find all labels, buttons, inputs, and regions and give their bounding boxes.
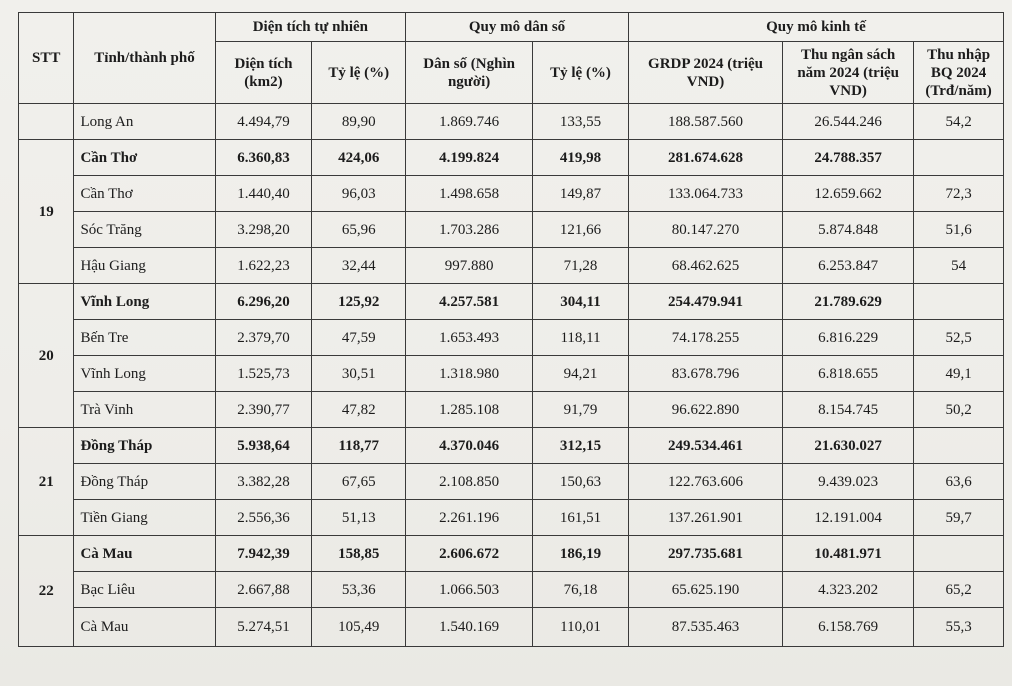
grdp-cell: 297.735.681: [628, 536, 782, 572]
budget-cell: 9.439.023: [783, 464, 914, 500]
grdp-cell: 249.534.461: [628, 428, 782, 464]
province-name: Bạc Liêu: [74, 572, 215, 608]
table-row: [19, 320, 1004, 356]
table-row-province: [19, 284, 1004, 320]
province-name: Tiền Giang: [74, 500, 215, 536]
province-name: Cà Mau: [74, 536, 215, 572]
header-budget: Thu ngân sách năm 2024 (triệu VND): [783, 42, 914, 104]
income-cell: 49,1: [914, 356, 1004, 392]
income-cell: [914, 140, 1004, 176]
table-row: [19, 212, 1004, 248]
budget-cell: 8.154.745: [783, 392, 914, 428]
population-cell: 997.880: [406, 248, 533, 284]
province-name: Đồng Tháp: [74, 428, 215, 464]
table-row: [19, 392, 1004, 428]
province-name: Đồng Tháp: [74, 464, 215, 500]
table-row: [19, 248, 1004, 284]
population-cell: 4.257.581: [406, 284, 533, 320]
grdp-cell: 254.479.941: [628, 284, 782, 320]
budget-cell: 6.158.769: [783, 608, 914, 647]
table-row: [19, 104, 1004, 140]
header-group-economy: Quy mô kinh tế: [628, 13, 1003, 42]
income-cell: 54,2: [914, 104, 1004, 140]
grdp-cell: 137.261.901: [628, 500, 782, 536]
area-ratio-cell: 47,59: [312, 320, 406, 356]
header-stt: STT: [19, 13, 74, 104]
population-cell: 1.869.746: [406, 104, 533, 140]
area-ratio-cell: 96,03: [312, 176, 406, 212]
area-cell: 6.296,20: [215, 284, 312, 320]
population-ratio-cell: 304,11: [533, 284, 629, 320]
budget-cell: 21.789.629: [783, 284, 914, 320]
stt-cell: 20: [19, 284, 74, 428]
population-cell: 1.498.658: [406, 176, 533, 212]
grdp-cell: 87.535.463: [628, 608, 782, 647]
stt-cell: [19, 104, 74, 140]
income-cell: 52,5: [914, 320, 1004, 356]
header-grdp: GRDP 2024 (triệu VND): [628, 42, 782, 104]
table-row: [19, 356, 1004, 392]
province-name: Hậu Giang: [74, 248, 215, 284]
grdp-cell: 74.178.255: [628, 320, 782, 356]
population-cell: 2.108.850: [406, 464, 533, 500]
area-cell: 2.390,77: [215, 392, 312, 428]
area-cell: 6.360,83: [215, 140, 312, 176]
area-cell: 5.938,64: [215, 428, 312, 464]
province-statistics-table: [18, 12, 1004, 647]
province-name: Long An: [74, 104, 215, 140]
table-row-province: [19, 140, 1004, 176]
area-cell: 1.525,73: [215, 356, 312, 392]
area-cell: 5.274,51: [215, 608, 312, 647]
population-ratio-cell: 419,98: [533, 140, 629, 176]
area-ratio-cell: 105,49: [312, 608, 406, 647]
income-cell: 50,2: [914, 392, 1004, 428]
budget-cell: 4.323.202: [783, 572, 914, 608]
province-name: Cần Thơ: [74, 176, 215, 212]
province-name: Cà Mau: [74, 608, 215, 647]
header-population-ratio: Tỷ lệ (%): [533, 42, 629, 104]
area-ratio-cell: 32,44: [312, 248, 406, 284]
province-name: Sóc Trăng: [74, 212, 215, 248]
income-cell: 63,6: [914, 464, 1004, 500]
area-ratio-cell: 424,06: [312, 140, 406, 176]
population-ratio-cell: 118,11: [533, 320, 629, 356]
budget-cell: 12.659.662: [783, 176, 914, 212]
grdp-cell: 281.674.628: [628, 140, 782, 176]
area-ratio-cell: 47,82: [312, 392, 406, 428]
budget-cell: 24.788.357: [783, 140, 914, 176]
stt-cell: 21: [19, 428, 74, 536]
population-cell: 1.540.169: [406, 608, 533, 647]
province-name: Trà Vinh: [74, 392, 215, 428]
grdp-cell: 133.064.733: [628, 176, 782, 212]
budget-cell: 5.874.848: [783, 212, 914, 248]
area-ratio-cell: 89,90: [312, 104, 406, 140]
income-cell: 59,7: [914, 500, 1004, 536]
table-row-province: [19, 536, 1004, 572]
population-cell: 2.606.672: [406, 536, 533, 572]
area-ratio-cell: 51,13: [312, 500, 406, 536]
area-cell: 2.379,70: [215, 320, 312, 356]
population-cell: 1.653.493: [406, 320, 533, 356]
budget-cell: 10.481.971: [783, 536, 914, 572]
area-cell: 1.622,23: [215, 248, 312, 284]
income-cell: [914, 284, 1004, 320]
income-cell: 54: [914, 248, 1004, 284]
province-name: Vĩnh Long: [74, 356, 215, 392]
population-ratio-cell: 94,21: [533, 356, 629, 392]
income-cell: [914, 428, 1004, 464]
province-name: Cần Thơ: [74, 140, 215, 176]
header-area: Diện tích (km2): [215, 42, 312, 104]
population-cell: 1.285.108: [406, 392, 533, 428]
grdp-cell: 83.678.796: [628, 356, 782, 392]
header-population: Dân số (Nghìn người): [406, 42, 533, 104]
area-ratio-cell: 158,85: [312, 536, 406, 572]
area-ratio-cell: 65,96: [312, 212, 406, 248]
population-ratio-cell: 121,66: [533, 212, 629, 248]
income-cell: 72,3: [914, 176, 1004, 212]
area-ratio-cell: 53,36: [312, 572, 406, 608]
income-cell: 55,3: [914, 608, 1004, 647]
budget-cell: 26.544.246: [783, 104, 914, 140]
grdp-cell: 65.625.190: [628, 572, 782, 608]
population-ratio-cell: 71,28: [533, 248, 629, 284]
province-name: Vĩnh Long: [74, 284, 215, 320]
population-ratio-cell: 133,55: [533, 104, 629, 140]
population-ratio-cell: 161,51: [533, 500, 629, 536]
population-cell: 1.066.503: [406, 572, 533, 608]
header-area-ratio: Tỷ lệ (%): [312, 42, 406, 104]
area-ratio-cell: 125,92: [312, 284, 406, 320]
population-ratio-cell: 76,18: [533, 572, 629, 608]
population-ratio-cell: 186,19: [533, 536, 629, 572]
budget-cell: 6.818.655: [783, 356, 914, 392]
grdp-cell: 80.147.270: [628, 212, 782, 248]
population-cell: 4.370.046: [406, 428, 533, 464]
population-cell: 1.318.980: [406, 356, 533, 392]
area-cell: 7.942,39: [215, 536, 312, 572]
budget-cell: 21.630.027: [783, 428, 914, 464]
table-row: [19, 608, 1004, 647]
population-ratio-cell: 150,63: [533, 464, 629, 500]
header-group-area: Diện tích tự nhiên: [215, 13, 406, 42]
income-cell: 65,2: [914, 572, 1004, 608]
population-cell: 1.703.286: [406, 212, 533, 248]
table-row: [19, 572, 1004, 608]
area-ratio-cell: 67,65: [312, 464, 406, 500]
grdp-cell: 68.462.625: [628, 248, 782, 284]
area-cell: 2.667,88: [215, 572, 312, 608]
table-row: [19, 176, 1004, 212]
grdp-cell: 96.622.890: [628, 392, 782, 428]
province-name: Bến Tre: [74, 320, 215, 356]
population-ratio-cell: 312,15: [533, 428, 629, 464]
population-cell: 4.199.824: [406, 140, 533, 176]
population-ratio-cell: 91,79: [533, 392, 629, 428]
income-cell: 51,6: [914, 212, 1004, 248]
area-ratio-cell: 118,77: [312, 428, 406, 464]
table-row-province: [19, 428, 1004, 464]
area-cell: 4.494,79: [215, 104, 312, 140]
grdp-cell: 122.763.606: [628, 464, 782, 500]
area-cell: 1.440,40: [215, 176, 312, 212]
header-income: Thu nhập BQ 2024 (Trđ/năm): [914, 42, 1004, 104]
area-cell: 3.382,28: [215, 464, 312, 500]
income-cell: [914, 536, 1004, 572]
table-row: [19, 464, 1004, 500]
stt-cell: 19: [19, 140, 74, 284]
area-cell: 2.556,36: [215, 500, 312, 536]
grdp-cell: 188.587.560: [628, 104, 782, 140]
budget-cell: 12.191.004: [783, 500, 914, 536]
area-cell: 3.298,20: [215, 212, 312, 248]
header-group-population: Quy mô dân số: [406, 13, 629, 42]
population-cell: 2.261.196: [406, 500, 533, 536]
table-row: [19, 500, 1004, 536]
header-province: Tỉnh/thành phố: [74, 13, 215, 104]
budget-cell: 6.816.229: [783, 320, 914, 356]
budget-cell: 6.253.847: [783, 248, 914, 284]
population-ratio-cell: 110,01: [533, 608, 629, 647]
population-ratio-cell: 149,87: [533, 176, 629, 212]
stt-cell: 22: [19, 536, 74, 647]
area-ratio-cell: 30,51: [312, 356, 406, 392]
